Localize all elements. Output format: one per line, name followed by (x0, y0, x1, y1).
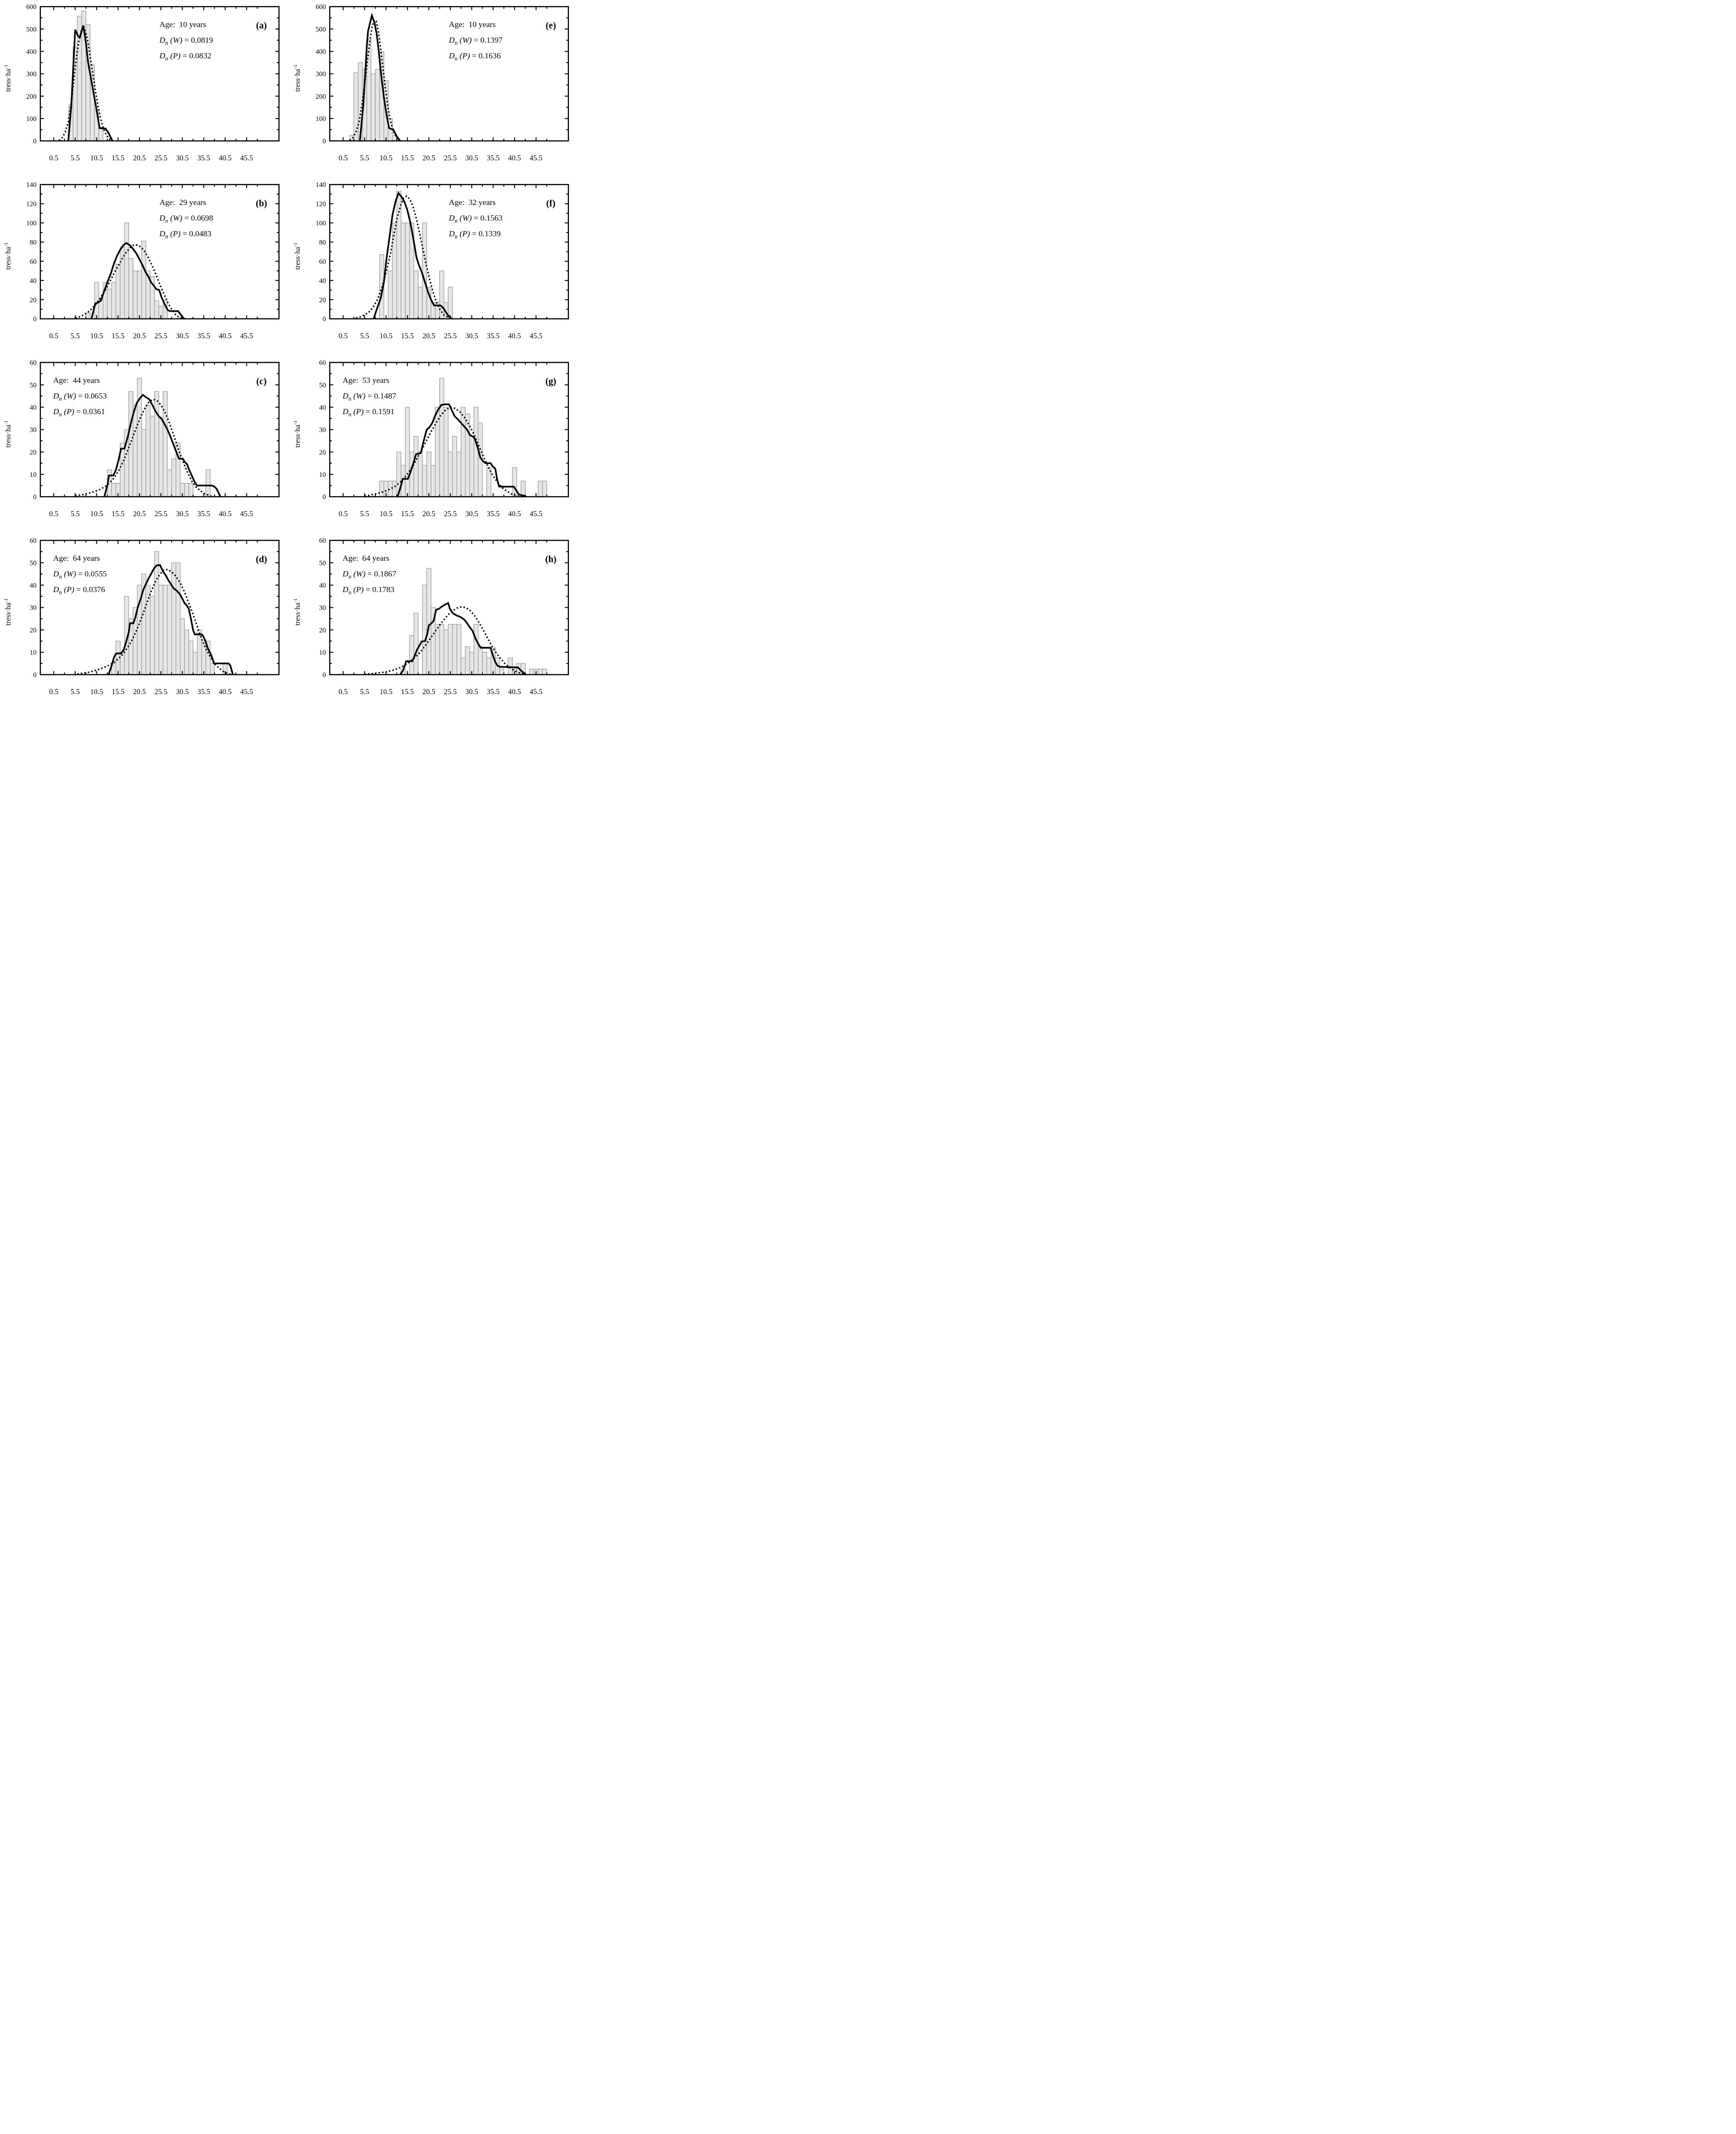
y-tick-label: 40 (319, 404, 326, 412)
x-tick-label: 40.5 (219, 154, 232, 162)
histogram-bar (542, 481, 547, 497)
x-tick-label: 5.5 (70, 332, 80, 340)
y-tick-label: 600 (26, 3, 37, 11)
y-tick-label: 80 (29, 239, 37, 247)
y-tick-label: 40 (319, 277, 326, 285)
histogram-bar (172, 563, 176, 675)
x-tick-label: 0.5 (49, 688, 58, 696)
histogram-bar (448, 287, 453, 319)
histogram-bar (483, 652, 487, 675)
dn-w-label: $D_n$ (W) = 0.0555 (53, 569, 107, 580)
x-tick-label: 15.5 (401, 154, 414, 162)
x-tick-label: 25.5 (154, 688, 167, 696)
x-tick-label: 25.5 (154, 332, 167, 340)
panel-f-chart (289, 178, 579, 356)
x-tick-label: 40.5 (219, 510, 232, 518)
y-tick-label: 10 (319, 471, 326, 479)
panel-a-chart (0, 0, 289, 178)
x-tick-label: 35.5 (197, 332, 211, 340)
histogram-bar (542, 669, 547, 675)
histogram-bar (461, 407, 465, 497)
y-axis-title: $tress\cdot ha^{-1}$ (293, 65, 302, 92)
y-tick-label: 0 (322, 671, 326, 679)
histogram-bar (414, 271, 418, 319)
histogram-bar (354, 73, 358, 141)
x-tick-label: 0.5 (338, 688, 348, 696)
histogram-bar (414, 613, 418, 675)
x-tick-label: 20.5 (422, 688, 436, 696)
histogram-bar (137, 271, 141, 319)
histogram-bar (392, 481, 397, 497)
dn-p-label: $D_n$ (P) = 0.0361 (53, 407, 105, 418)
histogram-bar (99, 128, 103, 141)
histogram-bar (508, 658, 512, 675)
age-label: Age: 64 years (343, 554, 390, 563)
y-tick-label: 300 (26, 70, 37, 78)
histogram-bar (146, 585, 150, 675)
histogram-bar (457, 624, 461, 675)
histogram-bar (427, 452, 431, 497)
panel-letter: (h) (545, 555, 557, 565)
x-tick-label: 45.5 (240, 332, 253, 340)
y-axis-title: $tress\cdot ha^{-1}$ (293, 420, 302, 448)
y-tick-label: 200 (26, 93, 37, 101)
histogram-bar (133, 405, 137, 497)
y-tick-label: 120 (26, 200, 37, 208)
panel-letter: (g) (545, 377, 557, 387)
x-tick-label: 40.5 (219, 688, 232, 696)
x-tick-label: 20.5 (133, 510, 146, 518)
histogram-bar (388, 271, 392, 319)
histogram-bar (440, 378, 444, 497)
panel-d-chart (0, 534, 289, 712)
y-tick-label: 20 (319, 296, 326, 304)
histogram-bar (180, 619, 185, 675)
histogram-bar (474, 407, 478, 497)
histogram-bar (163, 585, 167, 675)
y-axis-title: $tress\cdot ha^{-1}$ (3, 420, 12, 448)
histogram-bar (367, 39, 371, 141)
x-tick-label: 35.5 (486, 510, 500, 518)
y-tick-label: 100 (26, 220, 37, 228)
x-tick-label: 20.5 (422, 154, 436, 162)
x-tick-label: 25.5 (444, 510, 457, 518)
histogram-bar (167, 585, 172, 675)
histogram-bar (380, 481, 384, 497)
histogram-bar (427, 568, 431, 675)
histogram-bar (189, 483, 193, 497)
dn-w-label: $D_n$ (W) = 0.1487 (343, 391, 397, 402)
x-tick-label: 40.5 (508, 688, 521, 696)
histogram-bar (422, 465, 427, 497)
age-label: Age: 44 years (53, 376, 100, 385)
x-tick-label: 10.5 (380, 510, 393, 518)
y-tick-label: 120 (316, 200, 326, 208)
y-tick-label: 10 (319, 649, 326, 657)
dn-p-label: $D_n$ (P) = 0.1636 (449, 51, 501, 62)
histogram-bar (461, 658, 465, 675)
x-tick-label: 25.5 (154, 510, 167, 518)
dn-p-label: $D_n$ (P) = 0.1783 (343, 585, 395, 596)
y-tick-label: 50 (319, 381, 326, 390)
histogram-bar (401, 223, 405, 319)
histogram-bar (155, 391, 159, 497)
histogram-bar (124, 223, 129, 319)
x-tick-label: 40.5 (508, 154, 521, 162)
x-tick-label: 35.5 (486, 688, 500, 696)
x-tick-label: 35.5 (486, 332, 500, 340)
y-tick-label: 60 (29, 359, 37, 367)
histogram-bar (176, 563, 180, 675)
histogram-bar (111, 483, 116, 497)
dn-w-label: $D_n$ (W) = 0.0819 (159, 36, 214, 46)
x-tick-label: 5.5 (360, 510, 370, 518)
x-tick-label: 5.5 (360, 332, 370, 340)
dn-w-label: $D_n$ (W) = 0.1867 (343, 569, 397, 580)
y-tick-label: 500 (316, 26, 326, 34)
histogram-bar (129, 259, 133, 319)
histogram-bar (206, 470, 210, 497)
y-tick-label: 20 (29, 448, 37, 456)
age-label: Age: 10 years (159, 20, 206, 29)
x-tick-label: 40.5 (508, 510, 521, 518)
x-tick-label: 10.5 (380, 154, 393, 162)
y-tick-label: 0 (322, 493, 326, 501)
x-tick-label: 30.5 (465, 154, 478, 162)
y-tick-label: 100 (26, 115, 37, 123)
x-tick-label: 5.5 (70, 154, 80, 162)
y-tick-label: 50 (29, 559, 37, 567)
histogram-bar (414, 436, 418, 497)
histogram-figure (0, 0, 579, 712)
x-tick-label: 35.5 (486, 154, 500, 162)
y-tick-label: 600 (316, 3, 326, 11)
x-tick-label: 30.5 (176, 154, 189, 162)
histogram-bar (436, 407, 440, 497)
age-label: Age: 53 years (343, 376, 390, 385)
histogram-bar (418, 287, 422, 319)
histogram-bar (538, 481, 542, 497)
x-tick-label: 10.5 (90, 154, 103, 162)
y-tick-label: 40 (319, 582, 326, 590)
histogram-bar (409, 635, 414, 675)
panel-g-chart (289, 356, 579, 534)
y-tick-label: 140 (316, 181, 326, 189)
x-tick-label: 15.5 (111, 688, 125, 696)
x-tick-label: 45.5 (529, 510, 543, 518)
dn-p-label: $D_n$ (P) = 0.0832 (159, 51, 212, 62)
x-tick-label: 15.5 (111, 154, 125, 162)
x-tick-label: 30.5 (465, 510, 478, 518)
y-tick-label: 30 (319, 426, 326, 434)
x-tick-label: 0.5 (49, 154, 58, 162)
y-tick-label: 20 (319, 448, 326, 456)
y-tick-label: 60 (29, 537, 37, 545)
histogram-bar (444, 630, 448, 675)
histogram-bar (500, 669, 504, 675)
y-tick-label: 100 (316, 115, 326, 123)
x-tick-label: 20.5 (422, 332, 436, 340)
panel-h-chart (289, 534, 579, 712)
histogram-bar (141, 430, 146, 497)
panel-letter: (f) (546, 199, 556, 209)
histogram-bar (453, 624, 457, 675)
age-label: Age: 29 years (159, 198, 206, 207)
x-tick-label: 20.5 (133, 688, 146, 696)
histogram-bar (116, 264, 120, 319)
x-tick-label: 30.5 (176, 688, 189, 696)
y-tick-label: 10 (29, 649, 37, 657)
histogram-bar (86, 313, 90, 319)
histogram-bar (444, 407, 448, 497)
histogram-bar (448, 624, 453, 675)
x-tick-label: 0.5 (49, 332, 58, 340)
panel-b-chart (0, 178, 289, 356)
histogram-bar (453, 436, 457, 497)
y-tick-label: 40 (29, 582, 37, 590)
y-axis-title: $tress\cdot ha^{-1}$ (3, 65, 12, 92)
y-tick-label: 40 (29, 277, 37, 285)
histogram-bar (167, 470, 172, 497)
y-tick-label: 40 (29, 404, 37, 412)
x-tick-label: 25.5 (444, 688, 457, 696)
histogram-bar (185, 483, 189, 497)
panel-letter: (b) (256, 199, 267, 209)
histogram-bar (436, 624, 440, 675)
x-tick-label: 45.5 (529, 154, 543, 162)
y-tick-label: 60 (319, 258, 326, 266)
histogram-bar (120, 247, 124, 319)
y-tick-label: 20 (29, 296, 37, 304)
histogram-bar (465, 647, 470, 675)
x-tick-label: 0.5 (338, 154, 348, 162)
x-tick-label: 35.5 (197, 154, 211, 162)
histogram-bar (448, 452, 453, 497)
age-label: Age: 64 years (53, 554, 100, 563)
y-tick-label: 200 (316, 93, 326, 101)
dn-p-label: $D_n$ (P) = 0.1591 (343, 407, 395, 418)
y-tick-label: 60 (319, 359, 326, 367)
y-axis-title: $tress\cdot ha^{-1}$ (3, 242, 12, 270)
histogram-bar (193, 652, 197, 675)
y-tick-label: 80 (319, 239, 326, 247)
histogram-bar (94, 282, 99, 319)
x-tick-label: 30.5 (465, 332, 478, 340)
x-tick-label: 40.5 (219, 332, 232, 340)
histogram-bar (185, 630, 189, 675)
y-tick-label: 20 (29, 626, 37, 634)
x-tick-label: 15.5 (111, 510, 125, 518)
x-tick-label: 10.5 (380, 332, 393, 340)
dn-p-label: $D_n$ (P) = 0.1339 (449, 229, 501, 240)
y-tick-label: 0 (322, 138, 326, 146)
x-tick-label: 20.5 (133, 154, 146, 162)
histogram-bar (465, 414, 470, 497)
y-tick-label: 30 (319, 604, 326, 612)
y-tick-label: 400 (26, 48, 37, 56)
dn-w-label: $D_n$ (W) = 0.0698 (159, 213, 214, 224)
histogram-bar (133, 271, 137, 319)
panel-letter: (a) (256, 21, 267, 31)
x-tick-label: 5.5 (360, 688, 370, 696)
dn-w-label: $D_n$ (W) = 0.0653 (53, 391, 107, 402)
x-tick-label: 0.5 (338, 510, 348, 518)
x-tick-label: 20.5 (422, 510, 436, 518)
histogram-bar (405, 223, 409, 319)
y-axis-title: $tress\cdot ha^{-1}$ (3, 598, 12, 626)
histogram-bar (457, 452, 461, 497)
histogram-bar (371, 74, 375, 141)
x-tick-label: 30.5 (176, 510, 189, 518)
x-tick-label: 25.5 (444, 332, 457, 340)
histogram-bar (141, 241, 146, 319)
x-tick-label: 0.5 (338, 332, 348, 340)
y-tick-label: 30 (29, 604, 37, 612)
y-tick-label: 500 (26, 26, 37, 34)
x-tick-label: 30.5 (176, 332, 189, 340)
histogram-bar (159, 418, 163, 497)
y-tick-label: 0 (33, 493, 37, 501)
y-tick-label: 0 (33, 315, 37, 324)
y-tick-label: 0 (322, 315, 326, 324)
histogram-bar (155, 552, 159, 675)
y-tick-label: 0 (33, 671, 37, 679)
histogram-bar (418, 452, 422, 497)
panel-letter: (d) (256, 555, 267, 565)
dn-w-label: $D_n$ (W) = 0.1563 (449, 213, 503, 224)
y-tick-label: 60 (29, 258, 37, 266)
x-tick-label: 45.5 (529, 688, 543, 696)
histogram-bar (210, 663, 214, 675)
y-tick-label: 50 (319, 559, 326, 567)
y-tick-label: 50 (29, 381, 37, 390)
x-tick-label: 10.5 (90, 688, 103, 696)
x-tick-label: 10.5 (90, 332, 103, 340)
histogram-bar (150, 596, 155, 675)
histogram-bar (172, 459, 176, 497)
histogram-bar (470, 436, 474, 497)
panel-c-chart (0, 356, 289, 534)
histogram-bar (422, 223, 427, 319)
y-tick-label: 60 (319, 537, 326, 545)
histogram-bar (405, 407, 409, 497)
x-tick-label: 45.5 (240, 154, 253, 162)
x-tick-label: 15.5 (401, 510, 414, 518)
panel-letter: (e) (546, 21, 556, 31)
age-label: Age: 32 years (449, 198, 496, 207)
panel-letter: (c) (256, 377, 267, 387)
x-tick-label: 25.5 (154, 154, 167, 162)
age-label: Age: 10 years (449, 20, 496, 29)
y-tick-label: 10 (29, 471, 37, 479)
x-tick-label: 10.5 (380, 688, 393, 696)
histogram-bar (474, 624, 478, 675)
x-tick-label: 35.5 (197, 510, 211, 518)
dn-p-label: $D_n$ (P) = 0.0376 (53, 585, 105, 596)
x-tick-label: 10.5 (90, 510, 103, 518)
x-tick-label: 5.5 (70, 510, 80, 518)
x-tick-label: 30.5 (465, 688, 478, 696)
histogram-bar (440, 624, 444, 675)
histogram-bar (111, 282, 116, 319)
x-tick-label: 0.5 (49, 510, 58, 518)
x-tick-label: 45.5 (240, 510, 253, 518)
x-tick-label: 5.5 (360, 154, 370, 162)
histogram-bar (478, 647, 483, 675)
histogram-bar (375, 69, 380, 141)
x-tick-label: 15.5 (401, 688, 414, 696)
x-tick-label: 25.5 (444, 154, 457, 162)
dn-w-label: $D_n$ (W) = 0.1397 (449, 36, 503, 46)
histogram-bar (512, 468, 517, 497)
panel-e-chart (289, 0, 579, 178)
histogram-bar (431, 465, 435, 497)
histogram-bar (150, 416, 155, 497)
x-tick-label: 15.5 (111, 332, 125, 340)
histogram-bar (189, 641, 193, 675)
y-axis-title: $tress\cdot ha^{-1}$ (293, 598, 302, 626)
y-tick-label: 140 (26, 181, 37, 189)
y-tick-label: 400 (316, 48, 326, 56)
histogram-bar (487, 658, 491, 675)
x-tick-label: 5.5 (70, 688, 80, 696)
y-tick-label: 30 (29, 426, 37, 434)
y-tick-label: 20 (319, 626, 326, 634)
y-tick-label: 100 (316, 220, 326, 228)
y-tick-label: 300 (316, 70, 326, 78)
y-axis-title: $tress\cdot ha^{-1}$ (293, 242, 302, 270)
x-tick-label: 35.5 (197, 688, 211, 696)
histogram-bar (159, 585, 163, 675)
x-tick-label: 45.5 (529, 332, 543, 340)
histogram-bar (155, 301, 159, 319)
x-tick-label: 45.5 (240, 688, 253, 696)
histogram-bar (422, 585, 427, 675)
histogram-bar (163, 391, 167, 497)
x-tick-label: 15.5 (401, 332, 414, 340)
histogram-bar (529, 669, 534, 675)
histogram-bar (392, 223, 397, 319)
dn-p-label: $D_n$ (P) = 0.0483 (159, 229, 212, 240)
histogram-bar (397, 191, 401, 319)
histogram-bar (146, 405, 150, 497)
x-tick-label: 40.5 (508, 332, 521, 340)
x-tick-label: 20.5 (133, 332, 146, 340)
histogram-bar (107, 289, 111, 319)
y-tick-label: 0 (33, 138, 37, 146)
histogram-bar (538, 669, 542, 675)
